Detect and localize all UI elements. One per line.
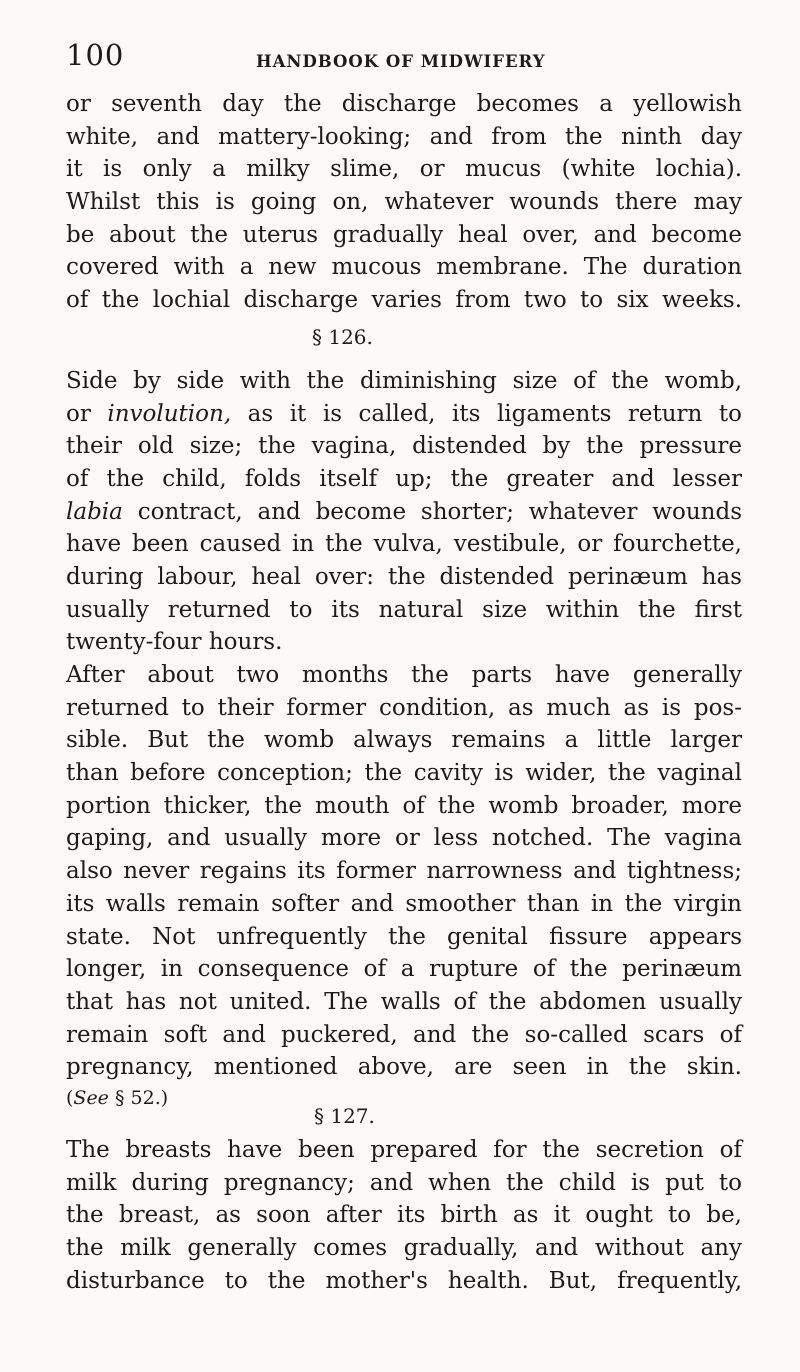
text-span: ( — [66, 1086, 74, 1109]
text-line: during labour, heal over: the distended perinæum has — [66, 563, 742, 590]
text-line — [66, 398, 742, 431]
text-line: also never regains its former narrowness and tightness; — [66, 858, 742, 885]
paragraph-1 — [66, 88, 742, 317]
text-line: its walls remain softer and smoother than in the virgin — [66, 890, 742, 917]
text-line: it is only a milky slime, or mucus (white lochia). — [66, 156, 742, 183]
running-title: HANDBOOK OF MIDWIFERY — [256, 52, 546, 71]
text-line: disturbance to the mother's health. But, frequently, — [66, 1267, 742, 1294]
running-head — [66, 38, 742, 88]
text-line: the milk generally comes gradually, and without any — [66, 1235, 742, 1261]
text-line: usually returned to its natural size within the first — [66, 596, 742, 623]
text-span: § 52.) — [108, 1086, 169, 1109]
text-line: Whilst this is going on, whatever wounds there may — [66, 189, 742, 216]
text-line: After about two months the parts have generally — [66, 662, 742, 688]
text-line: sible. But the womb always remains a little larger — [66, 727, 742, 754]
text-line: twenty-four hours. — [66, 629, 283, 656]
text-line: be about the uterus gradually heal over, and become — [66, 221, 742, 248]
text-line: state. Not unfrequently the genital fissure appears — [66, 923, 742, 950]
text-line: or seventh day the discharge becomes a yellowish — [66, 91, 742, 117]
text-line: the breast, as soon after its birth as it ought to be, — [66, 1202, 742, 1229]
paragraph-3 — [66, 659, 742, 1108]
text-span: as it is called, its ligaments return to — [231, 400, 742, 427]
text-line: longer, in consequence of a rupture of the perinæum — [66, 956, 742, 983]
paragraph-4 — [66, 1134, 742, 1297]
text-line — [66, 496, 742, 529]
italic-term: labia — [66, 498, 123, 525]
text-line: The breasts have been prepared for the secretion of — [66, 1136, 742, 1163]
text-span: or — [66, 400, 108, 427]
page-number: 100 — [66, 38, 125, 72]
italic-term: See — [73, 1086, 109, 1109]
book-page — [66, 38, 742, 1297]
text-line: milk during pregnancy; and when the child is put to — [66, 1169, 742, 1196]
text-line: of the lochial discharge varies from two to six weeks. — [66, 287, 742, 314]
text-line: that has not united. The walls of the abdomen usually — [66, 988, 742, 1015]
text-line: their old size; the vagina, distended by the pressure — [66, 433, 742, 460]
text-line: of the child, folds itself up; the greater and lesser — [66, 465, 742, 492]
italic-term: involution, — [107, 400, 232, 427]
section-heading-127: § 127. — [314, 1103, 375, 1128]
text-line: gaping, and usually more or less notched. The vagina — [66, 825, 742, 852]
text-line: have been caused in the vulva, vestibule, or fourchette, — [66, 531, 742, 558]
text-line: Side by side with the diminishing size of the womb, — [66, 367, 742, 394]
text-line: white, and mattery-looking; and from the ninth day — [66, 123, 742, 150]
text-span: contract, and become shorter; whatever wounds — [122, 498, 742, 525]
text-line: returned to their former condition, as much as is pos- — [66, 694, 742, 721]
section-heading-126: § 126. — [312, 324, 373, 349]
text-line: covered with a new mucous membrane. The duration — [66, 254, 742, 281]
text-line: than before conception; the cavity is wider, the vaginal — [66, 760, 742, 787]
text-line: portion thicker, the mouth of the womb broader, more — [66, 792, 742, 819]
text-line: remain soft and puckered, and the so-called scars of — [66, 1021, 742, 1048]
text-line: pregnancy, mentioned above, are seen in the skin. — [66, 1054, 742, 1081]
paragraph-2 — [66, 365, 742, 659]
